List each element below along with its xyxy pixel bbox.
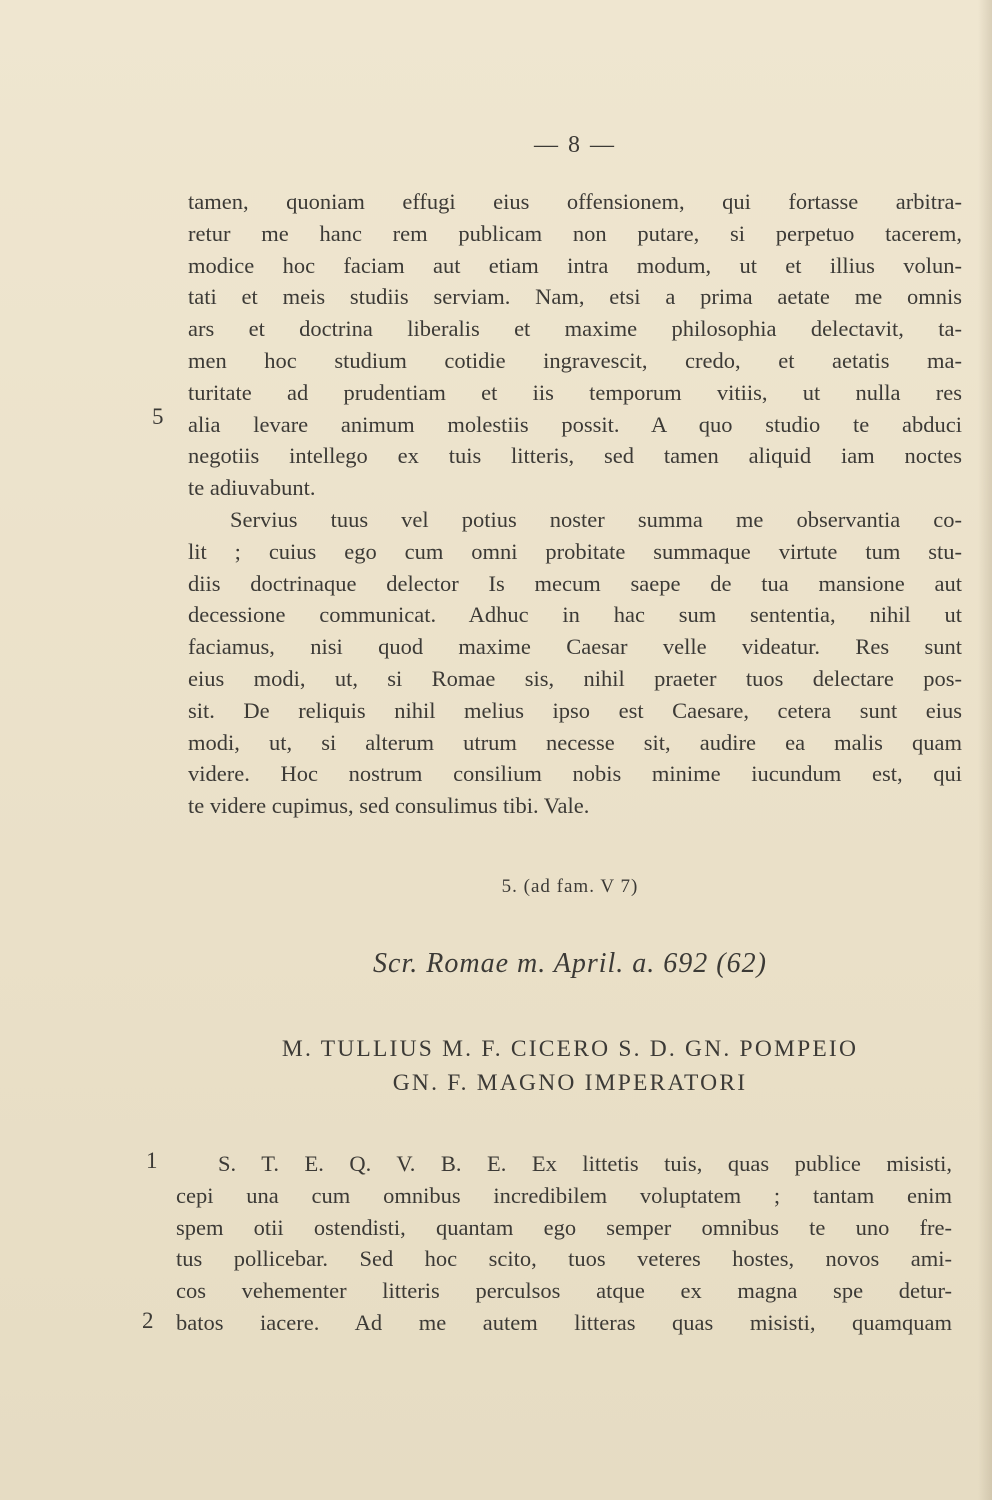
margin-section-number: 1 bbox=[146, 1148, 158, 1173]
text-line: sit. De reliquis nihil melius ipso est Caesare, cetera sunt eius bbox=[188, 697, 962, 723]
text-line: turitate ad prudentiam et iis temporum vitiis, ut nulla res bbox=[188, 379, 962, 405]
text-line: tus pollicebar. Sed hoc scito, tuos veteres hostes, novos ami- bbox=[176, 1246, 952, 1272]
page-edge-shadow bbox=[978, 0, 992, 1500]
letter-text-block-1 bbox=[188, 186, 962, 822]
text-line: decessione communicat. Adhuc in hac sum sententia, nihil ut bbox=[188, 602, 962, 628]
text-line: te videre cupimus, sed consulimus tibi. Vale. bbox=[188, 793, 590, 819]
letter-text-block-2 bbox=[176, 1148, 952, 1339]
text-line: retur me hanc rem publicam non putare, si perpetuo tacerem, bbox=[188, 220, 962, 246]
text-line: te adiuvabunt. bbox=[188, 475, 316, 501]
text-line: eius modi, ut, si Romae sis, nihil praeter tuos delectare pos- bbox=[188, 665, 962, 691]
page-number: — 8 — bbox=[534, 132, 616, 158]
text-line: tati et meis studiis serviam. Nam, etsi a prima aetate me omnis bbox=[188, 284, 962, 310]
text-line: spem otii ostendisti, quantam ego semper omnibus te uno fre- bbox=[176, 1214, 952, 1240]
text-line: cepi una cum omnibus incredibilem voluptatem ; tantam enim bbox=[176, 1182, 952, 1208]
margin-section-number: 2 bbox=[142, 1308, 154, 1333]
letter-salutation-heading-line-1: M. TULLIUS M. F. CICERO S. D. GN. POMPEIO bbox=[281, 1036, 859, 1062]
text-line: S. T. E. Q. V. B. E. Ex littetis tuis, quas publice misisti, bbox=[218, 1151, 952, 1176]
text-line: negotiis intellego ex tuis litteris, sed tamen aliquid iam noctes bbox=[188, 443, 962, 469]
text-line: modi, ut, si alterum utrum necesse sit, audire ea malis quam bbox=[188, 729, 962, 755]
text-line: Servius tuus vel potius noster summa me observantia co- bbox=[230, 506, 962, 532]
text-line: lit ; cuius ego cum omni probitate summaque virtute tum stu- bbox=[188, 538, 962, 564]
letter-salutation-heading-line-2: GN. F. MAGNO IMPERATORI bbox=[392, 1070, 748, 1096]
text-line: cos vehementer litteris perculsos atque ex magna spe detur- bbox=[176, 1278, 952, 1304]
letter-dateline: Scr. Romae m. April. a. 692 (62) bbox=[373, 948, 767, 979]
text-line: faciamus, nisi quod maxime Caesar velle videatur. Res sunt bbox=[188, 634, 962, 660]
margin-line-number: 5 bbox=[152, 404, 164, 429]
text-line: men hoc studium cotidie ingravescit, credo, et aetatis ma- bbox=[188, 347, 962, 373]
text-line: tamen, quoniam effugi eius offensionem, qui fortasse arbitra- bbox=[188, 189, 962, 214]
text-line: ars et doctrina liberalis et maxime philosophia delectavit, ta- bbox=[188, 316, 962, 342]
text-line: modice hoc faciam aut etiam intra modum, ut et illius volun- bbox=[188, 252, 962, 278]
text-line: batos iacere. Ad me autem litteras quas misisti, quamquam bbox=[176, 1309, 952, 1335]
text-line: diis doctrinaque delector Is mecum saepe de tua mansione aut bbox=[188, 570, 962, 596]
text-line: alia levare animum molestiis possit. A quo studio te abduci bbox=[188, 411, 962, 437]
text-line: videre. Hoc nostrum consilium nobis minime iucundum est, qui bbox=[188, 761, 962, 787]
letter-reference: 5. (ad fam. V 7) bbox=[501, 876, 639, 897]
